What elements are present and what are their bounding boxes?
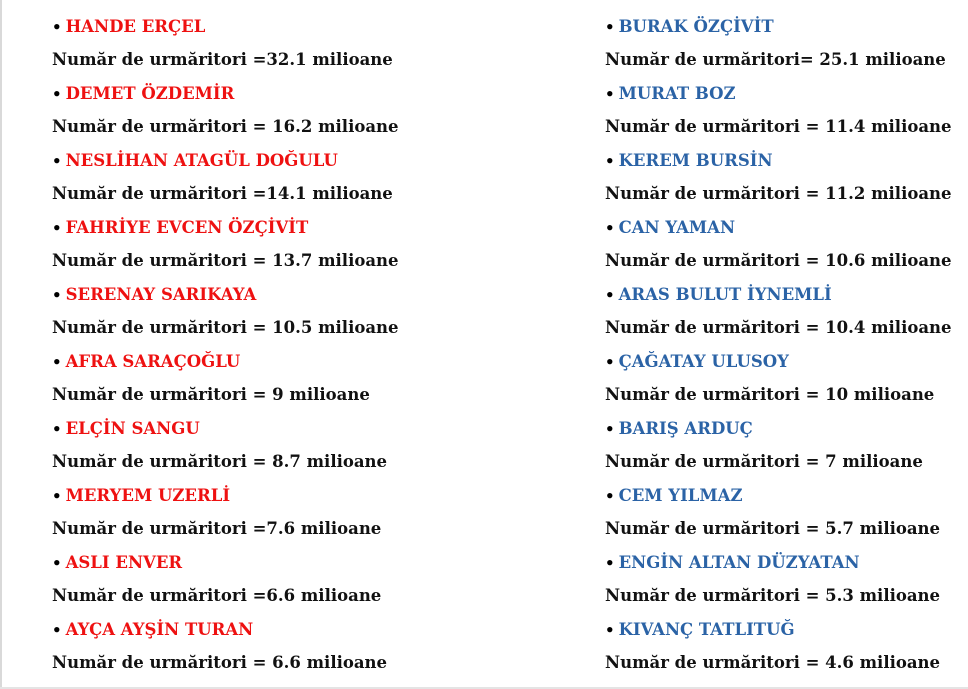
actor-entry bbox=[605, 351, 965, 418]
bullet-icon: • bbox=[52, 18, 62, 36]
follower-count: Număr de urmăritori = 13.7 milioane bbox=[52, 251, 399, 270]
follower-count: Număr de urmăritori = 5.3 milioane bbox=[605, 586, 941, 605]
bullet-icon: • bbox=[605, 286, 615, 304]
follower-count: Număr de urmăritori = 4.6 milioane bbox=[605, 653, 941, 672]
actress-name: ELÇİN SANGU bbox=[65, 419, 200, 438]
actress-name-line bbox=[52, 217, 308, 239]
bullet-icon: • bbox=[605, 420, 615, 438]
actor-entry bbox=[605, 284, 965, 351]
actress-entry bbox=[52, 16, 572, 83]
actor-entry bbox=[605, 217, 965, 284]
page-left-border bbox=[0, 0, 2, 689]
bullet-icon: • bbox=[605, 554, 615, 572]
actor-name: BARIŞ ARDUÇ bbox=[618, 419, 753, 438]
actress-name: MERYEM UZERLİ bbox=[65, 486, 231, 505]
bullet-icon: • bbox=[52, 152, 62, 170]
bullet-icon: • bbox=[52, 487, 62, 505]
actor-entry bbox=[605, 83, 965, 150]
bullet-icon: • bbox=[52, 85, 62, 103]
actor-name-line bbox=[605, 351, 789, 373]
actress-name: ASLI ENVER bbox=[65, 553, 183, 572]
actress-entry bbox=[52, 485, 572, 552]
follower-count: Număr de urmăritori = 7 milioane bbox=[605, 452, 923, 471]
actress-name-line bbox=[52, 284, 256, 306]
follower-count: Număr de urmăritori = 11.2 milioane bbox=[605, 184, 952, 203]
actor-name: CEM YILMAZ bbox=[618, 486, 743, 505]
actress-name: FAHRİYE EVCEN ÖZÇİVİT bbox=[65, 218, 309, 237]
bullet-icon: • bbox=[605, 353, 615, 371]
actor-name: ARAS BULUT İYNEMLİ bbox=[618, 285, 832, 304]
actress-entry bbox=[52, 619, 572, 686]
follower-count: Număr de urmăritori = 8.7 milioane bbox=[52, 452, 388, 471]
actress-name-line bbox=[52, 552, 182, 574]
bullet-icon: • bbox=[605, 621, 615, 639]
actor-name-line bbox=[605, 418, 753, 440]
follower-count: Număr de urmăritori =6.6 milioane bbox=[52, 586, 382, 605]
bullet-icon: • bbox=[52, 621, 62, 639]
actress-entry bbox=[52, 150, 572, 217]
actor-name: CAN YAMAN bbox=[618, 218, 736, 237]
follower-count: Număr de urmăritori = 10.4 milioane bbox=[605, 318, 952, 337]
actor-name-line bbox=[605, 83, 736, 105]
actress-name-line bbox=[52, 150, 338, 172]
bullet-icon: • bbox=[52, 286, 62, 304]
actor-entry bbox=[605, 418, 965, 485]
actor-name-line bbox=[605, 552, 860, 574]
actress-name: DEMET ÖZDEMİR bbox=[65, 84, 235, 103]
actress-name-line bbox=[52, 83, 234, 105]
actress-entry bbox=[52, 217, 572, 284]
actor-name: KIVANÇ TATLITUĞ bbox=[618, 620, 795, 639]
actress-entry bbox=[52, 418, 572, 485]
actor-name-line bbox=[605, 217, 735, 239]
follower-count: Număr de urmăritori =7.6 milioane bbox=[52, 519, 382, 538]
actress-name: SERENAY SARIKAYA bbox=[65, 285, 257, 304]
follower-count: Număr de urmăritori = 16.2 milioane bbox=[52, 117, 399, 136]
actors-list bbox=[605, 16, 965, 686]
actor-name: KEREM BURSİN bbox=[618, 151, 773, 170]
actress-name: AFRA SARAÇOĞLU bbox=[65, 352, 241, 371]
bullet-icon: • bbox=[52, 420, 62, 438]
actress-name-line bbox=[52, 619, 253, 641]
actor-entry bbox=[605, 150, 965, 217]
actor-name-line bbox=[605, 619, 795, 641]
actor-entry bbox=[605, 619, 965, 686]
actor-name: ENGİN ALTAN DÜZYATAN bbox=[618, 553, 860, 572]
bullet-icon: • bbox=[52, 554, 62, 572]
bullet-icon: • bbox=[605, 85, 615, 103]
actress-name: AYÇA AYŞİN TURAN bbox=[65, 620, 254, 639]
actor-entry bbox=[605, 485, 965, 552]
actresses-list bbox=[52, 16, 572, 686]
actor-name-line bbox=[605, 16, 774, 38]
follower-count: Număr de urmăritori = 10.5 milioane bbox=[52, 318, 399, 337]
actress-name-line bbox=[52, 418, 200, 440]
actress-entry bbox=[52, 83, 572, 150]
follower-count: Număr de urmăritori = 9 milioane bbox=[52, 385, 370, 404]
actress-name-line bbox=[52, 485, 230, 507]
follower-count: Număr de urmăritori =32.1 milioane bbox=[52, 50, 393, 69]
actress-name: NESLİHAN ATAGÜL DOĞULU bbox=[65, 151, 338, 170]
actor-name-line bbox=[605, 284, 832, 306]
actress-name-line bbox=[52, 16, 205, 38]
actor-entry bbox=[605, 552, 965, 619]
bullet-icon: • bbox=[605, 219, 615, 237]
follower-count: Număr de urmăritori =14.1 milioane bbox=[52, 184, 393, 203]
bullet-icon: • bbox=[52, 219, 62, 237]
actress-name: HANDE ERÇEL bbox=[65, 17, 206, 36]
actress-entry bbox=[52, 552, 572, 619]
bullet-icon: • bbox=[52, 353, 62, 371]
follower-count: Număr de urmăritori = 11.4 milioane bbox=[605, 117, 952, 136]
bullet-icon: • bbox=[605, 18, 615, 36]
actor-entry bbox=[605, 16, 965, 83]
actor-name: BURAK ÖZÇİVİT bbox=[618, 17, 774, 36]
actress-entry bbox=[52, 284, 572, 351]
follower-count: Număr de urmăritori= 25.1 milioane bbox=[605, 50, 946, 69]
actor-name-line bbox=[605, 150, 773, 172]
bullet-icon: • bbox=[605, 152, 615, 170]
follower-count: Număr de urmăritori = 5.7 milioane bbox=[605, 519, 941, 538]
actress-entry bbox=[52, 351, 572, 418]
follower-count: Număr de urmăritori = 6.6 milioane bbox=[52, 653, 388, 672]
actress-name-line bbox=[52, 351, 240, 373]
follower-count: Număr de urmăritori = 10.6 milioane bbox=[605, 251, 952, 270]
bullet-icon: • bbox=[605, 487, 615, 505]
follower-count: Număr de urmăritori = 10 milioane bbox=[605, 385, 935, 404]
actor-name: ÇAĞATAY ULUSOY bbox=[618, 352, 789, 371]
actor-name-line bbox=[605, 485, 743, 507]
actor-name: MURAT BOZ bbox=[618, 84, 736, 103]
